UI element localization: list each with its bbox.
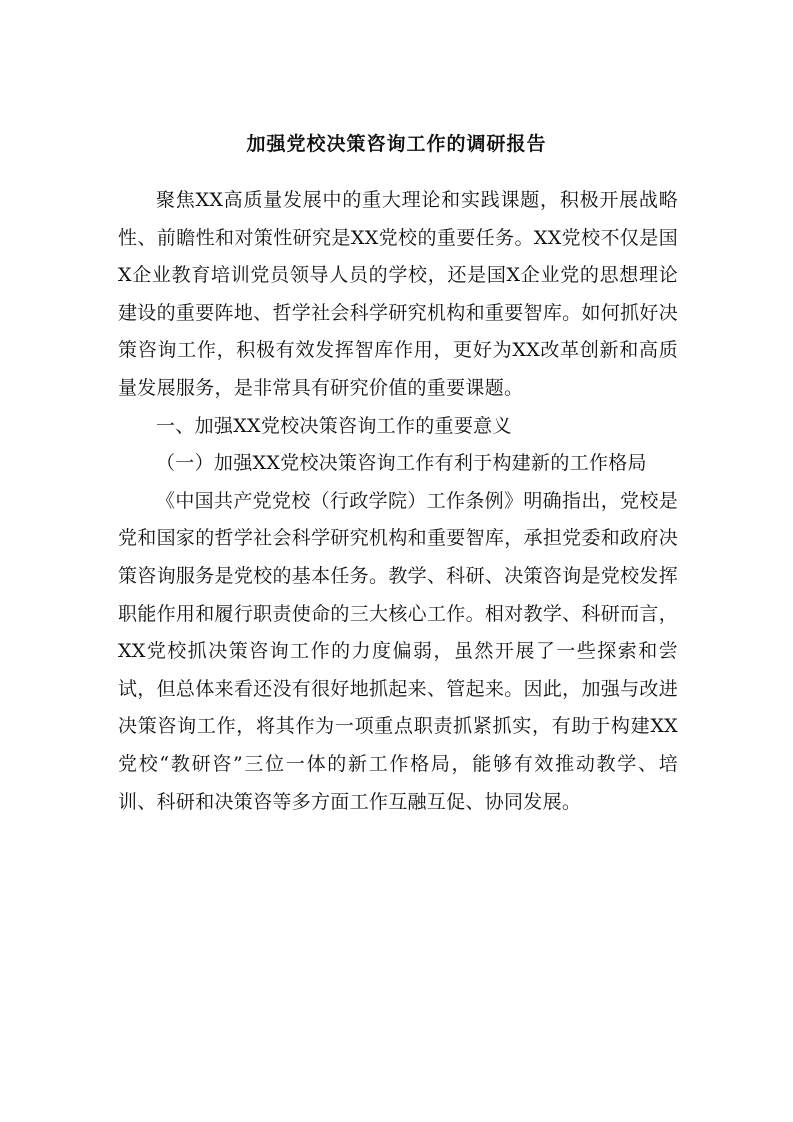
- document-body: [118, 182, 678, 821]
- document-title: 加强党校决策咨询工作的调研报告: [246, 133, 547, 155]
- section-heading: 一、加强XX党校决策咨询工作的重要意义: [156, 414, 512, 437]
- intro-paragraph: 聚焦XX高质量发展中的重大理论和实践课题，积极开展战略性、前瞻性和对策性研究是XX党校的重要任务。XX党校不仅是国X企业教育培训党员领导人员的学校，还是国X企业党的思想理论建设的重要阵地、哲学社会科学研究机构和重要智库。如何抓好决策咨询工作，积极有效发挥智库作用，更好为XX改革创新和高质量发展服务，是非常具有研究价值的重要课题。: [118, 189, 678, 399]
- body-paragraph: 《中国共产党党校（行政学院）工作条例》明确指出，党校是党和国家的哲学社会科学研究机构和重要智库，承担党委和政府决策咨询服务是党校的基本任务。教学、科研、决策咨询是党校发挥职能作用和履行职责使命的三大核心工作。相对教学、科研而言，XX党校抓决策咨询工作的力度偏弱，虽然开展了一些探索和尝试，但总体来看还没有很好地抓起来、管起来。因此，加强与改进决策咨询工作，将其作为一项重点职责抓紧抓实，有助于构建XX党校“教研咨”三位一体的新工作格局，能够有效推动教学、培训、科研和决策咨等多方面工作互融互促、协同发展。: [118, 489, 678, 813]
- subsection-heading: （一）加强XX党校决策咨询工作有利于构建新的工作格局: [156, 452, 647, 475]
